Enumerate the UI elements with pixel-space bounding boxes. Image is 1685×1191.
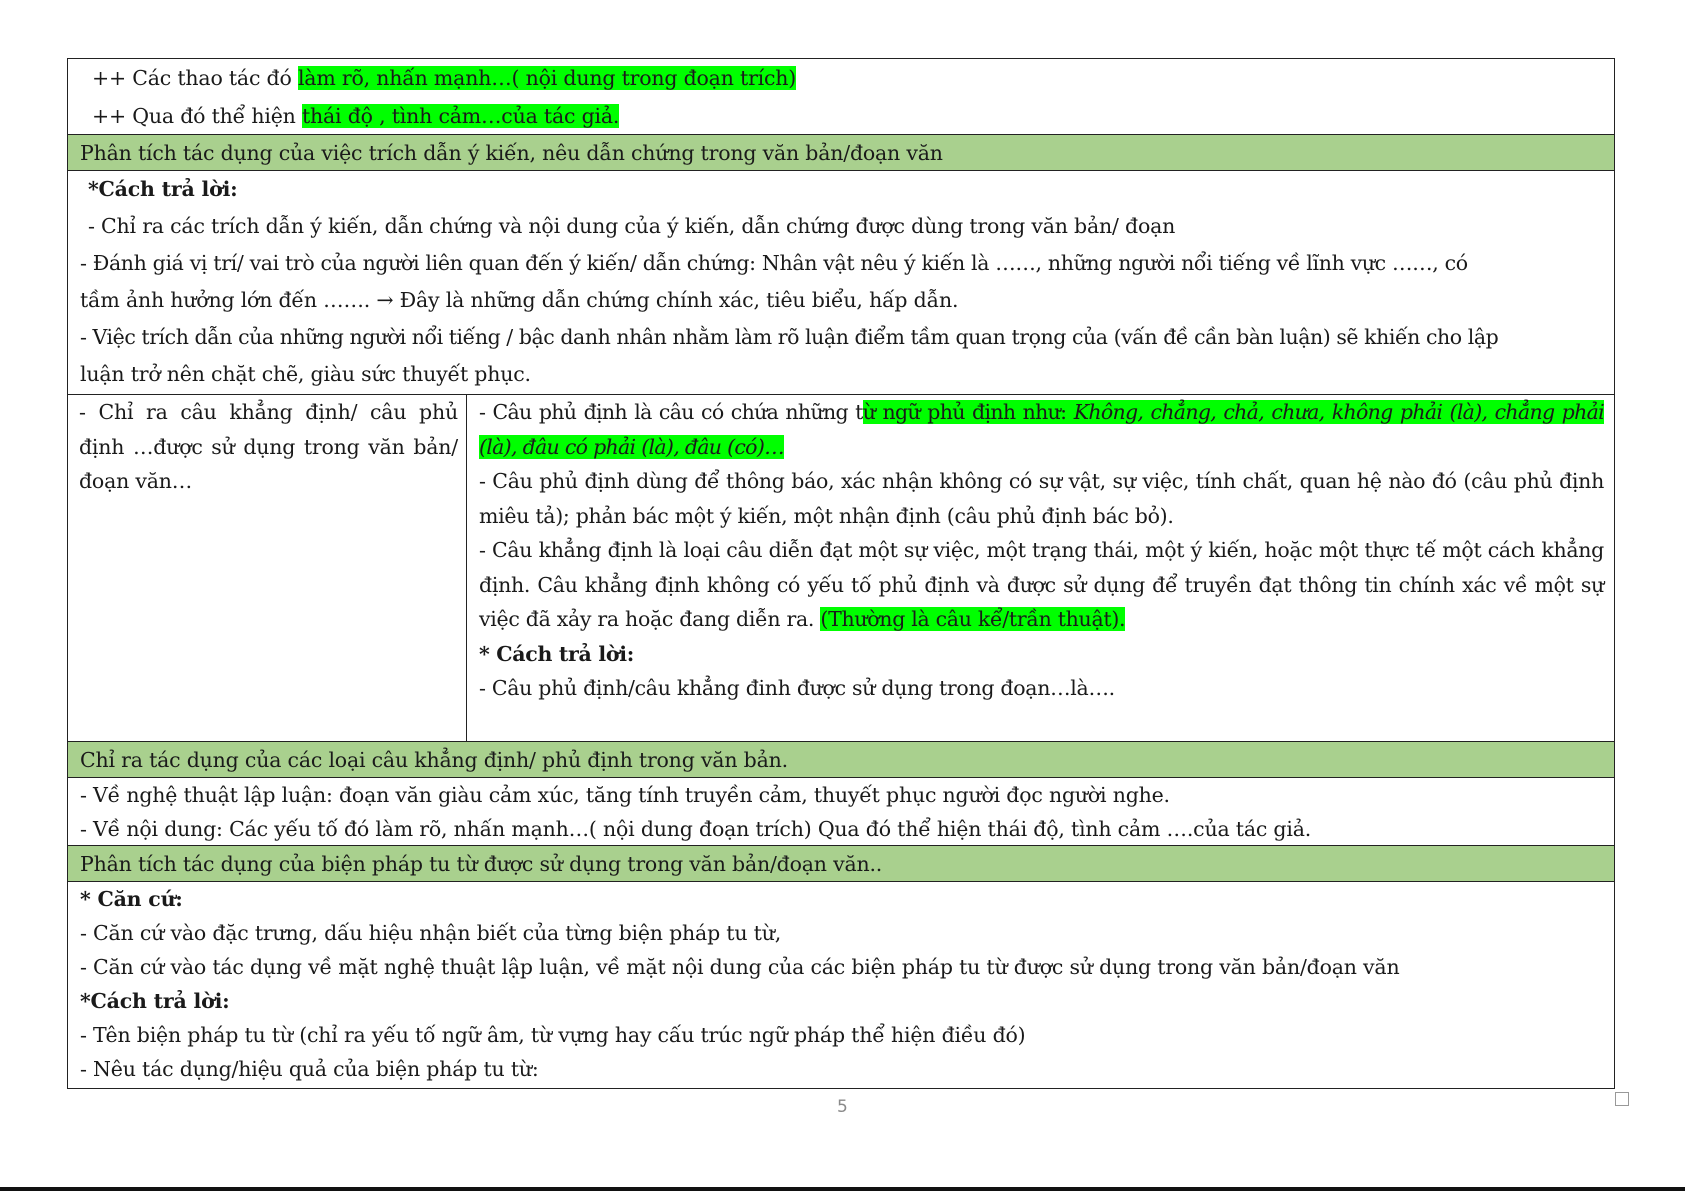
quotes-item-3-line-2: luận trở nên chặt chẽ, giàu sức thuyết phục. <box>80 362 531 386</box>
quotes-item-2-line-2: tầm ảnh hưởng lớn đến ……. → Đây là những dẫn chứng chính xác, tiêu biểu, hấp dẫn. <box>80 288 959 312</box>
intro-line-1-highlight: làm rõ, nhấn mạnh…( nội dung trong đoạn trích) <box>297 66 797 90</box>
rhetoric-body <box>68 882 1614 1088</box>
section-header-effects: Chỉ ra tác dụng của các loại câu khẳng định/ phủ định trong văn bản. <box>68 742 1614 778</box>
negative-usage: - Câu phủ định dùng để thông báo, xác nhận không có sự vật, sự việc, tính chất, quan hệ nào đó (câu phủ định miêu tả); phản bác một ý kiến, một nhận định (câu phủ định bác bỏ). <box>479 469 1604 528</box>
rhetoric-basis-2: - Căn cứ vào tác dụng về mặt nghệ thuật lập luận, về mặt nội dung của các biện pháp tu từ được sử dụng trong văn bản/đoạn văn <box>80 955 1400 979</box>
section-header-quotes: Phân tích tác dụng của việc trích dẫn ý kiến, nêu dẫn chứng trong văn bản/đoạn văn <box>68 135 1614 171</box>
sentence-answer-text: - Câu phủ định/câu khẳng đinh được sử dụng trong đoạn…là…. <box>479 676 1115 700</box>
rhetoric-answer-1: - Tên biện pháp tu từ (chỉ ra yếu tố ngữ âm, từ vựng hay cấu trúc ngữ pháp thể hiện điều đó) <box>80 1023 1026 1047</box>
rhetoric-answer-label: *Cách trả lời: <box>80 989 230 1013</box>
negative-words-lead: ừ ngữ phủ định như: <box>862 400 1074 424</box>
intro-row <box>68 59 1614 135</box>
effects-item-2: - Về nội dung: Các yếu tố đó làm rõ, nhấn mạnh…( nội dung đoạn trích) Qua đó thể hiện thái độ, tình cảm ….của tác giả. <box>80 817 1312 841</box>
affirmative-highlight: (Thường là câu kể/trần thuật). <box>820 607 1126 631</box>
intro-line-1 <box>92 59 1604 97</box>
quotes-item-3-line-1: - Việc trích dẫn của những người nổi tiếng / bậc danh nhân nhằm làm rõ luận điểm tầm quan trọng của (vấn đề cần bàn luận) sẽ khiến cho lập <box>80 325 1499 349</box>
intro-line-2-highlight: thái độ , tình cảm…của tác giả. <box>301 104 620 128</box>
effects-body <box>68 778 1614 846</box>
quotes-answer-label: *Cách trả lời: <box>88 177 238 201</box>
rhetoric-answer-2: - Nêu tác dụng/hiệu quả của biện pháp tu từ: <box>80 1057 539 1081</box>
rhetoric-basis-1: - Căn cứ vào đặc trưng, dấu hiệu nhận biết của từng biện pháp tu từ, <box>80 921 782 945</box>
intro-line-2 <box>92 97 1604 135</box>
page-number: 5 <box>837 1097 848 1117</box>
affirmative-definition <box>479 533 1604 637</box>
negative-definition-prefix: - Câu phủ định là câu có chứa những t <box>479 400 863 424</box>
page-bottom-edge <box>0 1187 1685 1191</box>
table-resize-handle[interactable] <box>1615 1092 1629 1106</box>
affirmative-definition-text: - Câu khẳng định là loại câu diễn đạt một sự việc, một trạng thái, một ý kiến, hoặc một thực tế một cách khẳng định. Câu khẳng định không có yếu tố phủ định và được sử dụng để truyền đạt thông tin chính xác về một sự việc đã xảy ra hoặc đang diễn ra. <box>479 538 1604 631</box>
negative-definition <box>479 395 1604 464</box>
negative-word-examples: Không, chẳng, chả, chưa, không phải (là), chẳng phải (là), đâu có phải (là), đâu (có)… <box>479 400 1604 459</box>
intro-line-1-prefix: ++ Các thao tác đó <box>92 66 298 90</box>
sentence-right-cell <box>467 395 1614 741</box>
quotes-item-2-line-1: - Đánh giá vị trí/ vai trò của người liên quan đến ý kiến/ dẫn chứng: Nhân vật nêu ý kiến là ……, những người nổi tiếng về lĩnh vực ……, có <box>80 251 1468 275</box>
section-header-rhetoric: Phân tích tác dụng của biện pháp tu từ được sử dụng trong văn bản/đoạn văn.. <box>68 846 1614 882</box>
rhetoric-basis-label: * Căn cứ: <box>80 887 183 911</box>
effects-item-1: - Về nghệ thuật lập luận: đoạn văn giàu cảm xúc, tăng tính truyền cảm, thuyết phục người đọc người nghe. <box>80 783 1170 807</box>
sentence-answer-label: * Cách trả lời: <box>479 641 634 666</box>
quotes-body <box>68 171 1614 395</box>
quotes-item-1: - Chỉ ra các trích dẫn ý kiến, dẫn chứng và nội dung của ý kiến, dẫn chứng được dùng trong văn bản/ đoạn <box>88 214 1176 238</box>
sentence-left-text: - Chỉ ra câu khẳng định/ câu phủ định …được sử dụng trong văn bản/đoạn văn… <box>79 400 458 493</box>
sentence-section <box>68 395 1614 742</box>
sentence-left-cell <box>68 395 467 741</box>
document-table <box>67 58 1615 1089</box>
intro-line-2-prefix: ++ Qua đó thể hiện <box>92 104 302 128</box>
